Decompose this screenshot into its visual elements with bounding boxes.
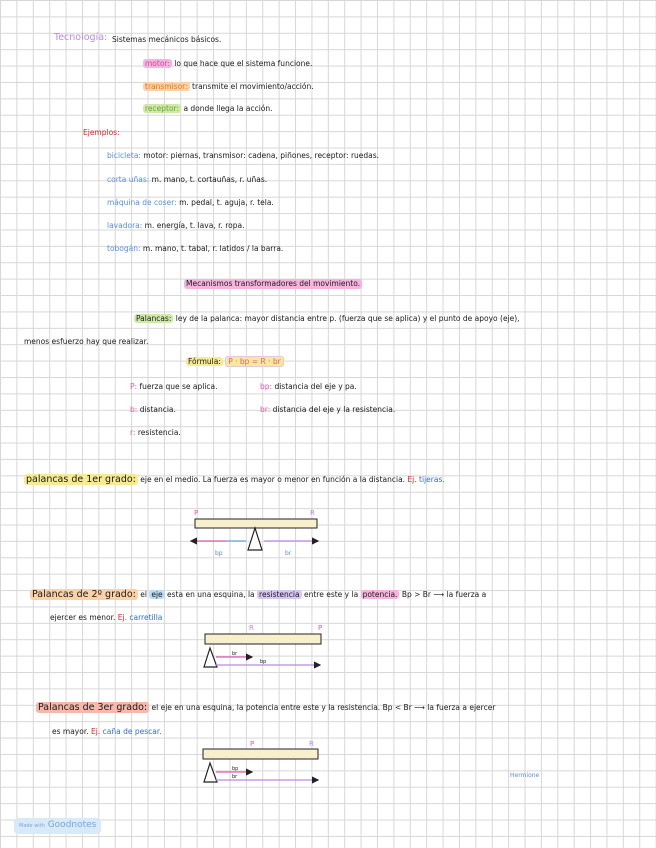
lever-3-p-label: P [250,740,255,748]
example-label: corta uñas: [107,175,150,184]
grado2-text-c: entre este y la [303,590,359,599]
lever-1-diagram [191,509,318,557]
palancas-text: ley de la palanca: mayor distancia entre p. (fuerza que se aplica) y el punto de apoyo (eje), [175,314,520,323]
motor-label: motor: [145,59,170,68]
grado3-text-2: es mayor. [52,727,89,736]
formula-label: Fórmula: [188,357,221,366]
grado2-relation: Bp > Br ⟶ la fuerza a [401,590,487,599]
section-title: Mecanismos transformadores del movimiento. [186,279,361,288]
legend-text: distancia del eje y pa. [274,382,357,391]
lever-3-fulcrum [204,763,217,782]
grado1-text: eje en el medio. La fuerza es mayor o menor en función a la distancia. [140,475,406,484]
lever-1-p-label: P [194,509,199,517]
legend-symbol: r: [130,428,136,437]
example-text: m. energía, t. lava, r. ropa. [144,221,245,230]
legend-symbol: b: [130,405,138,414]
example-label: bicicleta: [107,151,141,160]
lever-3-bp-label: bp [232,766,239,772]
lever-2-r-label: R [249,624,254,632]
lever-1-bp-label: bp [215,550,223,557]
lever-2-fulcrum [204,648,217,667]
example-text: motor: piernas, transmisor: cadena, piñones, receptor: ruedas. [143,151,380,160]
motor-text: lo que hace que el sistema funcione. [174,59,313,68]
example-text: m. pedal, t. aguja, r. tela. [179,198,274,207]
title-label: Tecnología: [54,32,108,43]
watermark-prefix: Made with [19,823,45,829]
lever-3-diagram [203,740,318,782]
lever-2-bar [205,634,321,644]
grado1-label: palancas de 1er grado: [26,474,136,485]
grado2-ej: Ej. [117,613,127,622]
grado2-text-2: ejercer es menor. [50,613,116,622]
grado2-text-b: esta en una esquina, la [167,590,255,599]
grado2-resistencia: resistencia [259,590,300,599]
grado2-potencia: potencia. [362,590,398,599]
lever-2-br-label: br [232,651,238,657]
lever-1-bar [195,519,317,528]
legend-text: resistencia. [137,428,181,437]
grado2-eje: eje [151,590,163,599]
signature: Hermione [510,772,540,779]
examples-heading: Ejemplos: [83,128,120,137]
lever-2-p-label: P [318,624,323,632]
grado3-example: caña de pescar. [102,727,162,736]
example-label: máquina de coser: [107,198,177,207]
legend-symbol: P: [130,382,138,391]
legend-text: fuerza que se aplica. [139,382,218,391]
legend-text: distancia. [139,405,176,414]
lever-2-diagram [204,624,322,667]
formula-value: P · bp = R · br [225,356,283,367]
transmisor-label: transmisor: [145,82,188,91]
lever-3-r-label: R [309,740,314,748]
receptor-text: a donde llega la acción. [183,104,273,113]
grado3-label: Palancas de 3er grado: [38,702,148,713]
lever-1-br-label: br [285,550,292,557]
lever-1-fulcrum [248,528,262,550]
example-text: m. mano, t. cortauñas, r. uñas. [151,175,268,184]
watermark-brand: Goodnotes [47,820,97,830]
example-label: lavadora: [107,221,143,230]
grado3-ej: Ej. [91,727,101,736]
grado3-relation: Bp < Br ⟶ la fuerza a ejercer [382,703,496,712]
palancas-label: Palancas: [136,314,172,323]
example-label: tobogán: [107,244,141,253]
grado1-example: tijeras. [419,475,445,484]
grado2-text-a: el [140,590,147,599]
receptor-label: receptor: [145,104,180,113]
goodnotes-watermark [14,818,101,834]
grado2-label: Palancas de 2º grado: [32,589,136,600]
transmisor-text: transmite el movimiento/acción. [192,82,314,91]
legend-text: distancia del eje y la resistencia. [272,405,396,414]
legend-symbol: br: [260,405,271,414]
example-text: m. mano, t. tabal, r. latidos / la barra. [142,244,284,253]
grado3-text: el eje en una esquina, la potencia entre este y la resistencia. [151,703,381,712]
lever-1-r-label: R [310,509,315,517]
lever-2-bp-label: bp [260,659,267,665]
title-text: Sistemas mecánicos básicos. [112,35,222,44]
grado2-example: carretilla [129,613,163,622]
legend-symbol: bp: [260,382,273,391]
lever-3-bar [203,749,318,759]
grado1-ej: Ej. [407,475,417,484]
lever-3-br-label: br [232,774,238,780]
palancas-text-2: menos esfuerzo hay que realizar. [24,337,149,346]
